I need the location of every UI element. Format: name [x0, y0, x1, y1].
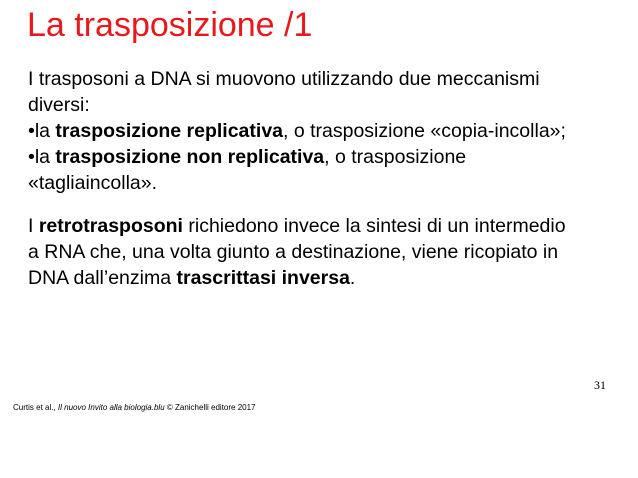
bullet-suffix: , o trasposizione	[324, 146, 467, 168]
page-number: 31	[594, 378, 606, 392]
bullet-bold-term: trasposizione replicativa	[55, 120, 284, 142]
paragraph-line: «tagliaincolla».	[28, 172, 158, 194]
bullet-prefix: •la	[28, 146, 56, 168]
line-prefix: I	[28, 215, 39, 237]
slide-title: La trasposizione /1	[27, 6, 313, 44]
bullet-bold-term: trasposizione non replicativa	[55, 146, 325, 168]
footer-citation	[13, 403, 256, 413]
line-suffix: richiedono invece la sintesi di un intermedio	[182, 215, 566, 237]
retrotransposons-paragraph	[28, 213, 628, 291]
bullet-suffix: , o trasposizione «copia-incolla»;	[283, 120, 566, 142]
bullet-non-replicative	[28, 144, 628, 170]
line-prefix: DNA dall’enzima	[28, 267, 177, 289]
bold-term: retrotrasposoni	[38, 215, 183, 237]
line-suffix: .	[349, 267, 356, 289]
bullet-prefix: •la	[28, 120, 56, 142]
transposons-paragraph	[28, 66, 628, 196]
footer-publisher: © Zanichelli editore 2017	[164, 403, 256, 412]
bullet-replicative	[28, 118, 628, 144]
paragraph-line: diversi:	[28, 94, 90, 116]
paragraph-line: a RNA che, una volta giunto a destinazione, viene ricopiato in	[28, 241, 559, 263]
footer-authors: Curtis et al.,	[13, 403, 58, 412]
footer-book-title: Il nuovo Invito alla biologia.blu	[57, 403, 165, 412]
paragraph-line	[28, 213, 628, 239]
paragraph-line	[28, 265, 628, 291]
bold-term: trascrittasi inversa	[176, 267, 350, 289]
paragraph-line: I trasposoni a DNA si muovono utilizzando due meccanismi	[28, 68, 540, 90]
